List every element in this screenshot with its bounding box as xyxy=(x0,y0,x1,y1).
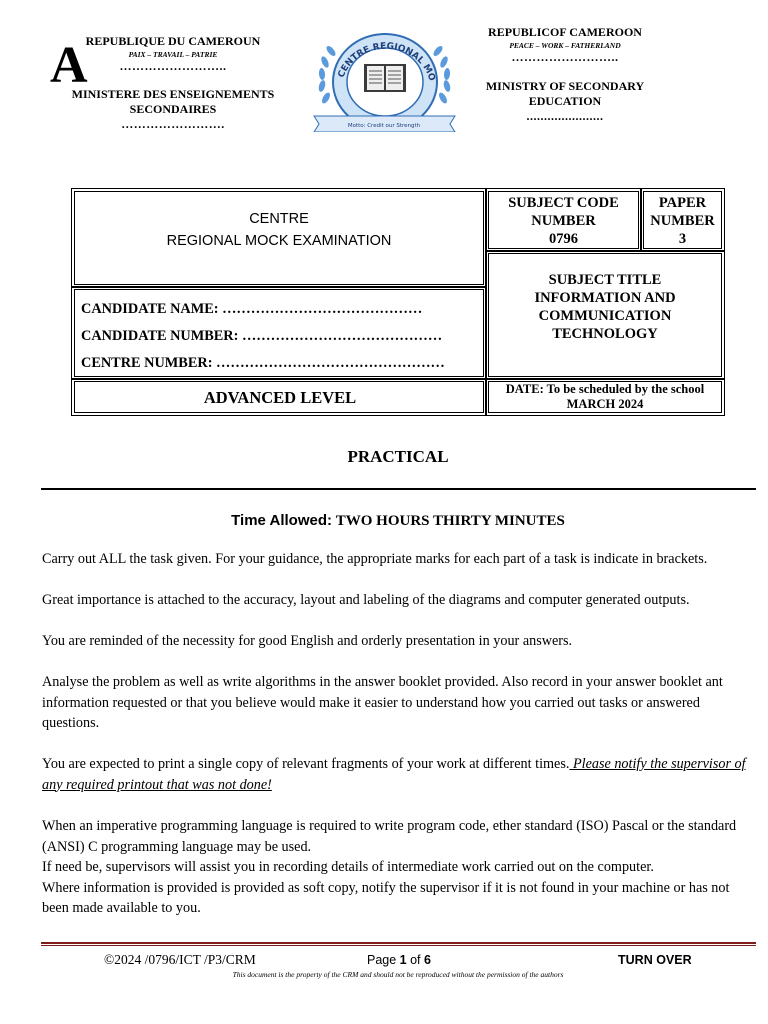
instruction-4: Analyse the problem as well as write algorithms in the answer booklet provided. Also record in your answer booklet ant information requested or that you believe would make it easier to understand how you carried out tasks or answered questions. xyxy=(42,674,723,731)
level-label: ADVANCED LEVEL xyxy=(203,388,357,407)
separator-dots: …………………….. xyxy=(119,59,227,73)
subject-title-line1: INFORMATION AND xyxy=(534,290,676,306)
republique-title: REPUBLIQUE DU CAMEROUN xyxy=(85,34,261,48)
centre-label: CENTRE xyxy=(249,211,309,227)
exam-name: REGIONAL MOCK EXAMINATION xyxy=(166,233,392,249)
date-line1: DATE: To be scheduled by the school xyxy=(505,382,705,396)
candidate-number-field[interactable]: CANDIDATE NUMBER: …………………………………… xyxy=(81,328,443,344)
series-letter: A xyxy=(50,37,88,94)
instruction-6-line2: If need be, supervisors will assist you in recording details of intermediate work carried out on the computer. xyxy=(42,859,654,875)
candidate-name-field[interactable]: CANDIDATE NAME: …………………………………… xyxy=(81,301,423,317)
separator-dots: …………………….. xyxy=(511,50,619,64)
centre-number-field[interactable]: CENTRE NUMBER: ………………………………………… xyxy=(81,355,445,371)
ministry-line2: EDUCATION xyxy=(528,94,602,108)
ministere-line2: SECONDAIRES xyxy=(129,102,217,116)
time-allowed xyxy=(0,512,768,530)
footer-code: ©2024 /0796/ICT /P3/CRM xyxy=(104,952,256,967)
date-cell xyxy=(485,378,725,416)
ministere-line1: MINISTERE DES ENSEIGNEMENTS xyxy=(71,87,275,101)
logo-motto: Motto: Credit our Strength xyxy=(347,123,421,129)
crm-logo xyxy=(312,20,457,132)
paper-number-line1: PAPER xyxy=(658,195,707,211)
subject-title-line2: COMMUNICATION xyxy=(538,308,672,324)
instruction-6 xyxy=(42,816,758,919)
subject-code-line2: NUMBER xyxy=(531,213,596,229)
subject-code-value: 0796 xyxy=(549,231,578,247)
instruction-5-text: You are expected to print a single copy of relevant fragments of your work at different times. xyxy=(42,756,570,772)
logo-ring-text: CENTRE REGIONAL MO xyxy=(336,41,437,83)
paper-number-value: 3 xyxy=(678,231,687,247)
instruction-5-notify: Please notify the supervisor of any required printout that was not done! xyxy=(42,756,746,793)
french-motto: PAIX – TRAVAIL – PATRIE xyxy=(128,50,218,59)
level-cell xyxy=(71,378,487,416)
instruction-6-line1: When an imperative programming language is required to write program code, ether standard (ISO) Pascal or the standard (ANSI) C programming language may be used. xyxy=(42,818,737,855)
copyright-notice: This document is the property of the CRM and should not be reproduced without the permission of the authors xyxy=(232,970,564,979)
date-line2: MARCH 2024 xyxy=(566,397,644,411)
page-number: 1 xyxy=(399,953,407,967)
time-allowed-value: TWO HOURS THIRTY MINUTES xyxy=(335,513,565,529)
paper-number-line2: NUMBER xyxy=(650,213,715,229)
instruction-1: Carry out ALL the task given. For your guidance, the appropriate marks for each part of a task is indicate in brackets. xyxy=(42,551,708,567)
subject-code-line1: SUBJECT CODE xyxy=(508,195,619,211)
candidate-details-cell xyxy=(71,286,487,380)
header-left xyxy=(68,34,278,132)
republic-title: REPUBLICOF CAMEROON xyxy=(488,25,642,39)
english-motto: PEACE – WORK – FATHERLAND xyxy=(509,41,621,50)
book-icon xyxy=(364,64,406,92)
subject-code-cell xyxy=(485,188,642,252)
practical-heading: PRACTICAL xyxy=(347,447,449,466)
separator-dots: ...................... xyxy=(526,109,604,123)
ministry-line1: MINISTRY OF SECONDARY xyxy=(485,79,645,93)
header-right xyxy=(470,25,660,124)
separator-dots: ……………………. xyxy=(121,117,225,131)
turn-over-label: TURN OVER xyxy=(618,953,692,967)
instruction-2: Great importance is attached to the accuracy, layout and labeling of the diagrams and computer generated outputs. xyxy=(42,592,690,608)
instruction-6-line3: Where information is provided is provided as soft copy, notify the supervisor if it is not found in your machine or has not been made available to you. xyxy=(42,879,730,916)
instruction-3: You are reminded of the necessity for good English and orderly presentation in your answers. xyxy=(42,633,573,649)
page-total: 6 xyxy=(424,953,431,967)
instruction-5 xyxy=(42,754,758,795)
page-indicator: Page 1 of 6 xyxy=(367,953,431,967)
paper-number-cell xyxy=(640,188,725,252)
subject-title-label: SUBJECT TITLE xyxy=(548,272,662,288)
centre-cell xyxy=(71,188,487,288)
heading-rule xyxy=(41,488,756,490)
footer-rule xyxy=(41,942,756,946)
subject-title-cell xyxy=(485,250,725,380)
subject-title-line3: TECHNOLOGY xyxy=(552,326,658,342)
time-allowed-label: Time Allowed: xyxy=(231,512,332,529)
